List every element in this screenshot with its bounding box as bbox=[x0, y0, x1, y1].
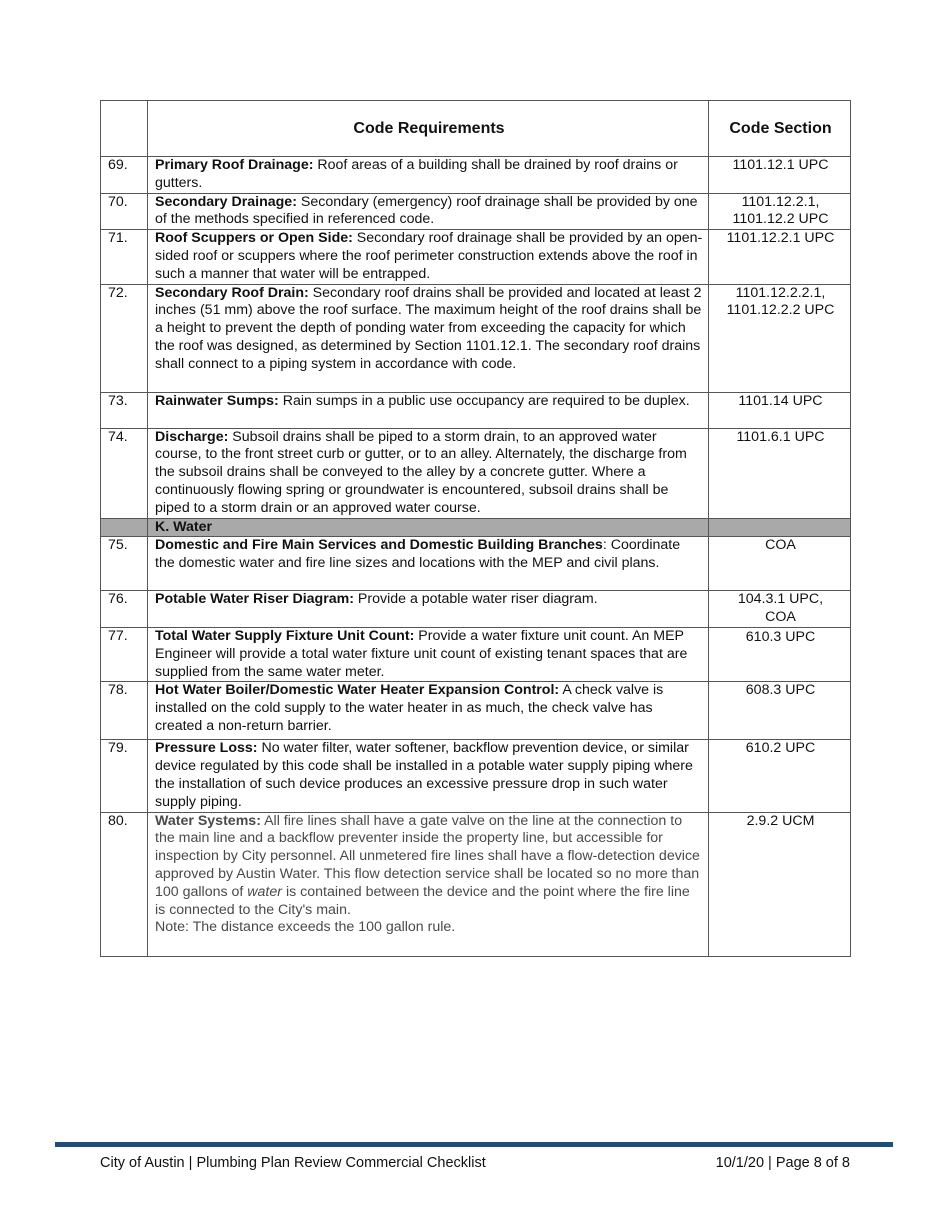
requirement-text bbox=[148, 193, 709, 230]
requirement-body: Provide a water fixture unit count. An MEP Engineer will provide a total water fixture unit count of existing tenant spaces that are supplied from the same water meter. bbox=[155, 627, 688, 680]
requirement-text bbox=[148, 591, 709, 628]
requirement-label: Water Systems: bbox=[155, 812, 261, 829]
requirement-text bbox=[148, 537, 709, 591]
requirement-body: Roof areas of a building shall be drained by roof drains or gutters. bbox=[155, 157, 678, 191]
requirement-body: All fire lines shall have a gate valve on the line at the connection to the main line and a backflow preventer inside the property line, but accessible for inspection by City personnel. All unmetered fire lines shall have a flow-detection device approved by Austin Water. This flow detection service shall be located so no more than 100 gallons of bbox=[155, 812, 700, 900]
table-row bbox=[101, 428, 851, 518]
row-number: 72. bbox=[101, 284, 148, 392]
code-section: 1101.12.2.1 UPC bbox=[709, 230, 851, 284]
table-row bbox=[101, 627, 851, 681]
table-header-row bbox=[101, 101, 851, 157]
row-number: 73. bbox=[101, 392, 148, 428]
code-section: 1101.12.1 UPC bbox=[709, 157, 851, 194]
footer-page-info: 10/1/20 | Page 8 of 8 bbox=[715, 1155, 850, 1171]
requirement-label: Rainwater Sumps: bbox=[155, 392, 279, 409]
table-row bbox=[101, 284, 851, 392]
requirement-text bbox=[148, 627, 709, 681]
code-section: 1101.12.2.1, 1101.12.2 UPC bbox=[709, 193, 851, 230]
section-title: K. Water bbox=[148, 518, 709, 537]
requirement-body: A check valve is installed on the cold supply to the water heater in as much, the check valve has created a non-return barrier. bbox=[155, 682, 664, 734]
table-row bbox=[101, 591, 851, 628]
row-number: 77. bbox=[101, 627, 148, 681]
requirement-text bbox=[148, 392, 709, 428]
requirement-text bbox=[148, 157, 709, 194]
code-section: 2.9.2 UCM bbox=[709, 812, 851, 956]
requirement-body: Secondary (emergency) roof drainage shall be provided by one of the methods specified in referenced code. bbox=[155, 193, 698, 228]
requirement-body: Subsoil drains shall be piped to a storm drain, to an approved water course, to the front street curb or gutter, or to an alley. Alternately, the discharge from the subsoil drains shall be conveyed to the alley by a concrete gutter. Where a continuously flowing spring or groundwater is encountered, subsoil drains shall be piped to a storm drain or an approved water course. bbox=[155, 428, 687, 516]
requirement-note: Note: The distance exceeds the 100 gallon rule. bbox=[155, 919, 456, 936]
row-number: 75. bbox=[101, 537, 148, 591]
requirement-label: Secondary Drainage: bbox=[155, 193, 297, 210]
row-number: 70. bbox=[101, 193, 148, 230]
header-number bbox=[101, 101, 148, 157]
table-row bbox=[101, 682, 851, 740]
code-section: COA bbox=[709, 537, 851, 591]
section-spacer bbox=[101, 518, 148, 537]
requirement-label: Secondary Roof Drain: bbox=[155, 284, 309, 301]
requirement-label: Domestic and Fire Main Services and Domestic Building Branches bbox=[155, 537, 603, 554]
row-number: 78. bbox=[101, 682, 148, 740]
requirement-emphasis: water bbox=[247, 883, 282, 900]
section-spacer bbox=[709, 518, 851, 537]
requirement-text bbox=[148, 682, 709, 740]
code-requirements-table bbox=[100, 100, 851, 957]
table-row bbox=[101, 740, 851, 812]
row-number: 71. bbox=[101, 230, 148, 284]
table-row bbox=[101, 537, 851, 591]
header-code-requirements: Code Requirements bbox=[148, 101, 709, 157]
row-number: 74. bbox=[101, 428, 148, 518]
code-section: 1101.14 UPC bbox=[709, 392, 851, 428]
code-section: 610.2 UPC bbox=[709, 740, 851, 812]
code-section: 1101.12.2.2.1, 1101.12.2.2 UPC bbox=[709, 284, 851, 392]
row-number: 69. bbox=[101, 157, 148, 194]
row-number: 79. bbox=[101, 740, 148, 812]
requirement-text bbox=[148, 740, 709, 812]
requirement-body: No water filter, water softener, backflow prevention device, or similar device regulated by this code shall be installed in a potable water supply piping where the installation of such device produces an excessive pressure drop in such water supply piping. bbox=[155, 740, 693, 810]
requirement-body: Secondary roof drainage shall be provided by an open-sided roof or scuppers where the roof perimeter construction extends above the roof in such a manner that water will be entrapped. bbox=[155, 230, 703, 282]
requirement-body: Provide a potable water riser diagram. bbox=[353, 591, 598, 608]
footer-document-title: City of Austin | Plumbing Plan Review Commercial Checklist bbox=[100, 1155, 486, 1171]
code-section: 104.3.1 UPC, COA bbox=[709, 591, 851, 628]
table-row bbox=[101, 392, 851, 428]
requirement-text bbox=[148, 428, 709, 518]
requirement-label: Roof Scuppers or Open Side: bbox=[155, 230, 353, 247]
code-section: 610.3 UPC bbox=[709, 627, 851, 681]
requirement-label: Total Water Supply Fixture Unit Count: bbox=[155, 627, 415, 644]
requirement-label: Hot Water Boiler/Domestic Water Heater Expansion Control: bbox=[155, 682, 560, 699]
requirement-label: Potable Water Riser Diagram: bbox=[155, 591, 354, 608]
row-number: 80. bbox=[101, 812, 148, 956]
requirement-body-continued: is contained between the device and the point where the fire line is connected to the City's main. bbox=[155, 883, 690, 918]
requirement-label: Pressure Loss: bbox=[155, 740, 258, 757]
table-row bbox=[101, 230, 851, 284]
section-header-row bbox=[101, 518, 851, 537]
requirement-text bbox=[148, 230, 709, 284]
footer-divider bbox=[55, 1142, 893, 1147]
requirement-text bbox=[148, 284, 709, 392]
requirement-body: Rain sumps in a public use occupancy are required to be duplex. bbox=[278, 392, 690, 409]
code-section: 1101.6.1 UPC bbox=[709, 428, 851, 518]
requirement-text bbox=[148, 812, 709, 956]
requirement-label: Discharge: bbox=[155, 428, 229, 445]
table-row bbox=[101, 193, 851, 230]
table-row bbox=[101, 157, 851, 194]
table-row bbox=[101, 812, 851, 956]
requirement-label: Primary Roof Drainage: bbox=[155, 157, 314, 173]
row-number: 76. bbox=[101, 591, 148, 628]
header-code-section: Code Section bbox=[709, 101, 851, 157]
code-section: 608.3 UPC bbox=[709, 682, 851, 740]
requirement-body: Secondary roof drains shall be provided and located at least 2 inches (51 mm) above the roof surface. The maximum height of the roof drains shall be a height to prevent the depth of ponding water from exceeding the capacity for which the roof was designed, as determined by Section 1101.12.1. The secondary roof drains shall connect to a piping system in accordance with code. bbox=[155, 284, 702, 372]
requirement-body: : Coordinate the domestic water and fire line sizes and locations with the MEP and civil plans. bbox=[155, 537, 681, 572]
